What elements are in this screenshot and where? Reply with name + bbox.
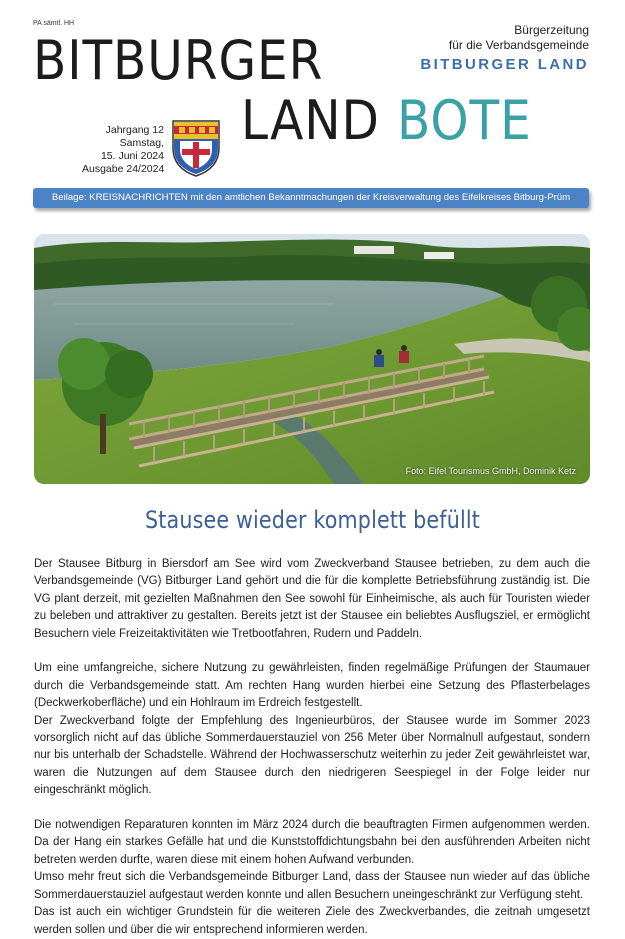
tagline-line2: für die Verbandsgemeinde [448, 38, 589, 52]
article-headline: Stausee wieder komplett befüllt [144, 506, 481, 534]
issue-volume: Jahrgang 12 [105, 124, 164, 136]
article-paragraph: Der Zweckverband folgte der Empfehlung des Ingenieurbüros, der Stausee wurde im Sommer 2023 vorsorglich nicht auf das übliche Sommerdauerstauziel von 256 Meter über Normalnull aufgestaut, sondern nur bis unterhalb der Schadstelle. Während der Hochwasserschutz weiterhin zu jeder Zeit gewährleistet war, waren die Nutzungen auf dem Stausee durch den niedrigeren Seespiegel in der Folge leider nur eingeschränkt möglich. [34, 714, 590, 797]
coat-of-arms-icon [170, 118, 222, 178]
photo-credit: Foto: Eifel Tourismus GmbH, Dominik Ketz [405, 466, 576, 476]
article-paragraph: Das ist auch ein wichtiger Grundstein für die weiteren Ziele des Zweckverbandes, die zeitnah umgesetzt werden sollen und über die wir entsprechend informieren werden. [34, 906, 590, 936]
article-body [34, 556, 590, 939]
pa-note: PA sämtl. HH [33, 20, 75, 27]
region-name: BITBURGER LAND [420, 56, 589, 73]
masthead-land: LAND [241, 89, 380, 152]
issue-info [82, 124, 164, 176]
article-paragraph: Umso mehr freut sich die Verbandsgemeinde Bitburger Land, dass der Stausee nun wieder auf das übliche Sommerdauerstauziel aufgestaut werden konnte und allen Besuchern uneingeschränkt zur Verfügung steht. [34, 871, 590, 901]
issue-edition: Ausgabe 24/2024 [82, 163, 165, 175]
issue-date: 15. Juni 2024 [100, 150, 164, 162]
lake-photo [34, 234, 590, 484]
issue-weekday: Samstag, [119, 137, 164, 149]
supplement-banner: Beilage: KREISNACHRICHTEN mit den amtlichen Bekanntmachungen der Kreisverwaltung des Eifelkreises Bitburg-Prüm [33, 188, 589, 208]
article-paragraph: Um eine umfangreiche, sichere Nutzung zu gewährleisten, finden regelmäßige Prüfungen der Staumauer durch die Verbandsgemeinde statt. Am rechten Hang wurden hierbei eine Setzung des Pflasterbelages (Deckwerkoberfläche) und ein Hohlraum im Erdreich festgestellt. [34, 662, 590, 710]
paragraph-gap [34, 800, 590, 817]
article-paragraph: Der Stausee Bitburg in Biersdorf am See wird vom Zweckverband Stausee betrieben, zu dem auch die Verbandsgemeinde (VG) Bitburger Land gehört und die für die komplette Betriebsführung zuständig ist. Die VG plant derzeit, mit gezielten Maßnahmen den See sowohl für Einheimische, als auch für Touristen wieder zu beleben und attraktiver zu gestalten. Bereits jetzt ist der Stausee ein beliebtes Ausflugsziel, er ermöglicht Besuchern viele Freizeitaktivitäten wie Tretbootfahren, Rudern und Paddeln. [34, 558, 590, 640]
article-paragraph: Die notwendigen Reparaturen konnten im März 2024 durch die beauftragten Firmen aufgenommen werden. Da der Hang ein starkes Gefälle hat und die Kunststoffdichtungsbahn bei den ausführenden Arbeiten nicht betreten werden durfte, waren diese mit einem hohen Aufwand verbunden. [34, 819, 590, 866]
paragraph-gap [34, 643, 590, 660]
tagline-line1: Bürgerzeitung [514, 23, 589, 37]
masthead-bote: BOTE [397, 89, 532, 152]
masthead-bitburger: BITBURGER [33, 29, 324, 92]
